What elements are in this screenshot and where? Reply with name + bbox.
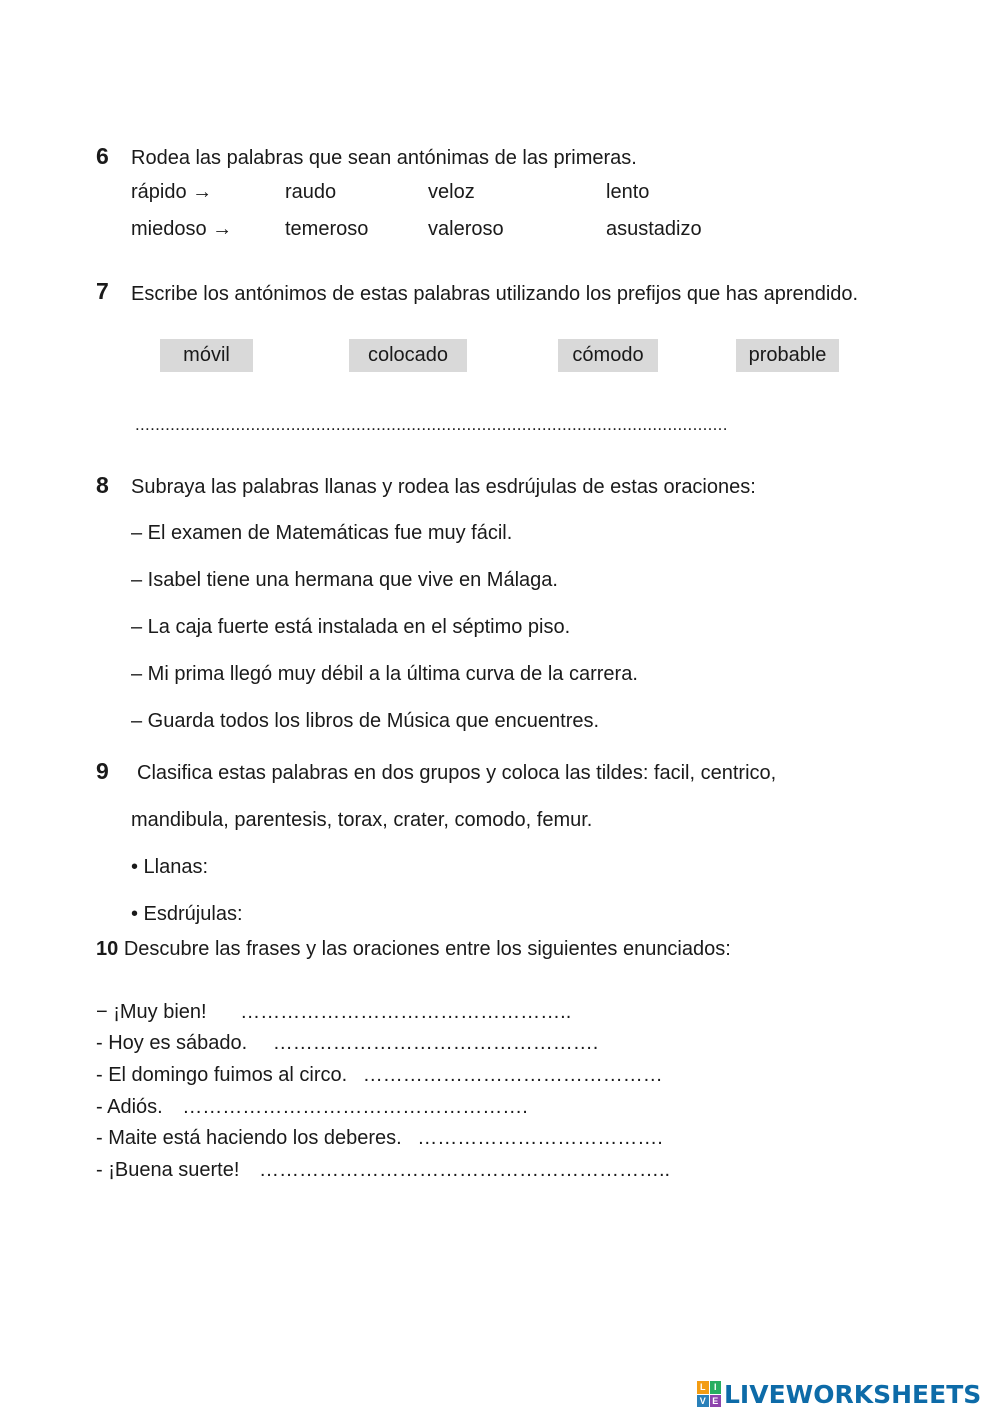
ex8-sentence[interactable]: – Guarda todos los libros de Música que encuentres. bbox=[131, 710, 600, 732]
liveworksheets-badge-icon bbox=[697, 1381, 721, 1407]
ex6-row1-option[interactable]: lento bbox=[606, 181, 650, 203]
ex10-answer-dots[interactable]: ………………………………………….. bbox=[240, 1001, 572, 1023]
liveworksheets-brand: LIVEWORKSHEETS bbox=[724, 1379, 982, 1409]
badge-letter: L bbox=[697, 1381, 709, 1394]
ex9-group-llanas[interactable]: • Llanas: bbox=[131, 856, 209, 878]
badge-letter: V bbox=[697, 1395, 709, 1408]
exercise-9-instruction-line1: Clasifica estas palabras en dos grupos y coloca las tildes: facil, centrico, bbox=[137, 762, 777, 784]
ex10-item-text: - Adiós. bbox=[96, 1096, 163, 1118]
ex6-row1-option[interactable]: raudo bbox=[285, 181, 337, 203]
ex10-answer-dots[interactable]: …………………………………………. bbox=[272, 1032, 599, 1054]
ex7-answer-line[interactable]: ...................................................................................................................... bbox=[135, 415, 728, 434]
exercise-8-number: 8 bbox=[96, 472, 109, 498]
ex6-row2-word: miedoso → bbox=[131, 218, 233, 240]
ex10-answer-dots[interactable]: ………………………………. bbox=[417, 1127, 663, 1149]
exercise-7-number: 7 bbox=[96, 278, 109, 304]
ex9-group-esdrujulas[interactable]: • Esdrújulas: bbox=[131, 903, 243, 925]
ex10-item-text: - Hoy es sábado. bbox=[96, 1032, 248, 1054]
ex8-sentence[interactable]: – La caja fuerte está instalada en el séptimo piso. bbox=[131, 616, 571, 638]
ex6-row1-option[interactable]: veloz bbox=[428, 181, 475, 203]
ex10-item-text: - Maite está haciendo los deberes. bbox=[96, 1127, 402, 1149]
ex8-sentence[interactable]: – Mi prima llegó muy débil a la última curva de la carrera. bbox=[131, 663, 638, 685]
ex6-row1-word: rápido → bbox=[131, 181, 213, 203]
exercise-9-number: 9 bbox=[96, 758, 109, 784]
ex10-item-text: − ¡Muy bien! bbox=[96, 1001, 207, 1023]
ex6-row2-option[interactable]: asustadizo bbox=[606, 218, 702, 240]
liveworksheets-logo[interactable] bbox=[697, 1378, 981, 1410]
ex7-word-chip: móvil bbox=[160, 339, 253, 372]
exercise-8-instruction: Subraya las palabras llanas y rodea las esdrújulas de estas oraciones: bbox=[131, 476, 756, 498]
badge-letter: E bbox=[710, 1395, 722, 1408]
ex7-word-chip: colocado bbox=[349, 339, 467, 372]
exercise-9-instruction-line2: mandibula, parentesis, torax, crater, comodo, femur. bbox=[131, 809, 593, 831]
exercise-6-instruction: Rodea las palabras que sean antónimas de las primeras. bbox=[131, 147, 637, 169]
ex10-item-text: - ¡Buena suerte! bbox=[96, 1159, 240, 1181]
ex10-item bbox=[96, 1001, 571, 1024]
ex10-answer-dots[interactable]: ……………………………………………. bbox=[182, 1096, 528, 1118]
ex7-word-chip: cómodo bbox=[558, 339, 658, 372]
ex6-row2-option[interactable]: valeroso bbox=[428, 218, 504, 240]
exercise-7-instruction: Escribe los antónimos de estas palabras utilizando los prefijos que has aprendido. bbox=[131, 283, 859, 305]
badge-letter: I bbox=[710, 1381, 722, 1394]
ex8-sentence[interactable]: – Isabel tiene una hermana que vive en Málaga. bbox=[131, 569, 558, 591]
exercise-6-number: 6 bbox=[96, 143, 109, 169]
ex10-item bbox=[96, 1032, 598, 1055]
exercise-10-heading bbox=[96, 938, 731, 961]
ex10-answer-dots[interactable]: …………………………………………………….. bbox=[258, 1159, 671, 1181]
exercise-10-number: 10 bbox=[96, 938, 119, 960]
ex10-item-text: - El domingo fuimos al circo. bbox=[96, 1064, 348, 1086]
ex10-item bbox=[96, 1159, 670, 1182]
ex10-item bbox=[96, 1064, 663, 1087]
ex10-item bbox=[96, 1127, 663, 1150]
ex8-sentence[interactable]: – El examen de Matemáticas fue muy fácil. bbox=[131, 522, 513, 544]
ex7-word-chip: probable bbox=[736, 339, 839, 372]
exercise-10-instruction: Descubre las frases y las oraciones entre los siguientes enunciados: bbox=[123, 938, 731, 960]
ex6-row2-option[interactable]: temeroso bbox=[285, 218, 369, 240]
ex10-item bbox=[96, 1096, 528, 1119]
ex10-answer-dots[interactable]: ……………………………………… bbox=[362, 1064, 663, 1086]
